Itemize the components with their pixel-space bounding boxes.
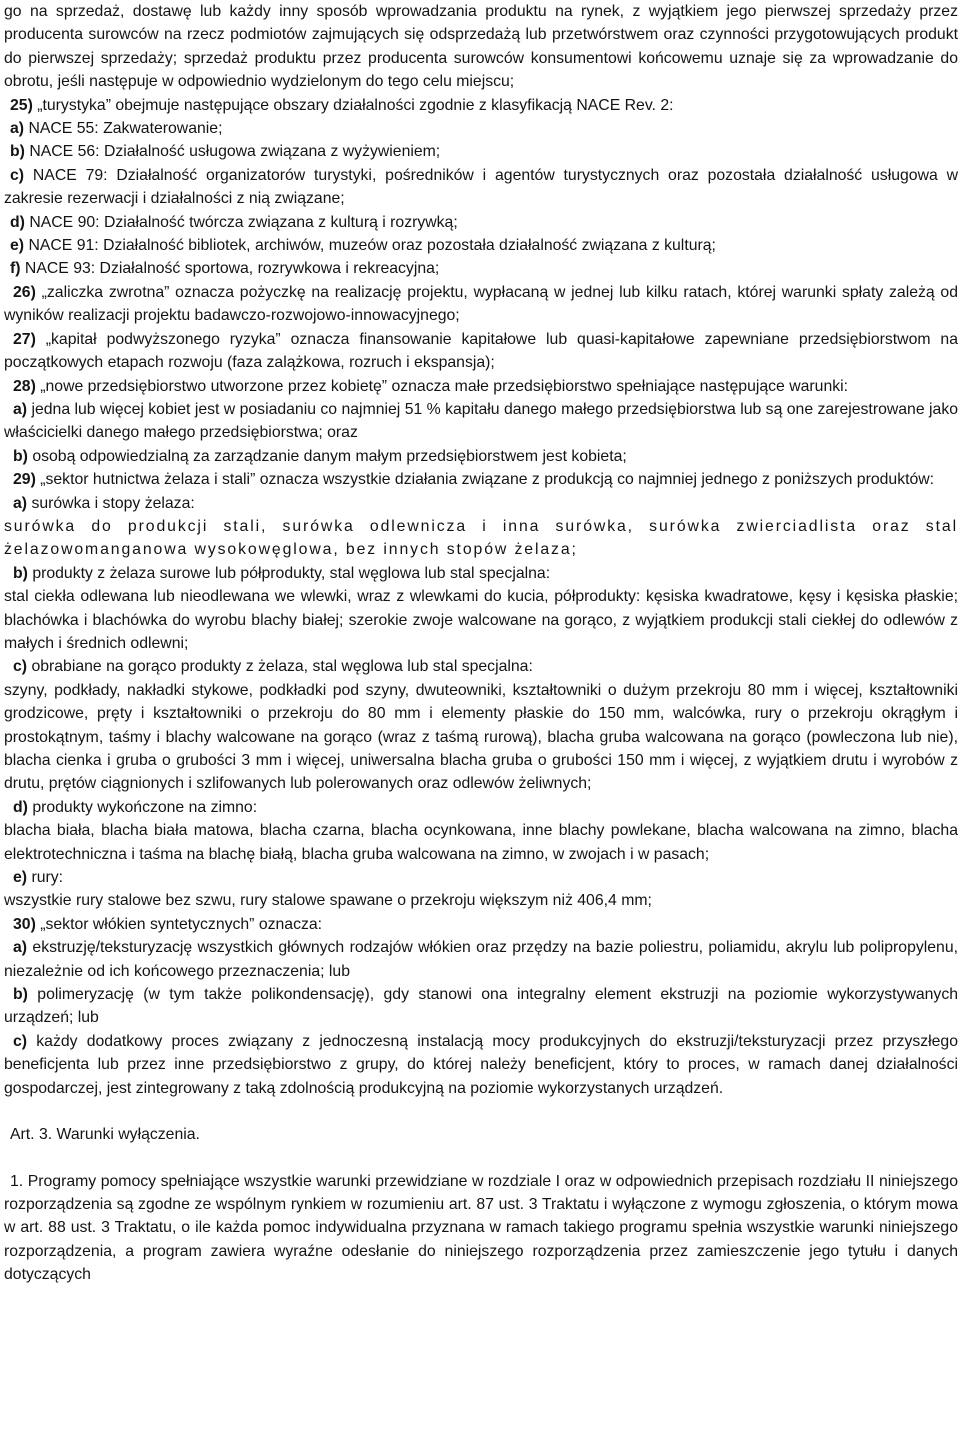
list-item	[4, 796, 958, 819]
paragraph-text: stal ciekła odlewana lub nieodlewana we wlewki, wraz z wlewkami do kucia, półprodukty: kęsiska kwadratowe, kęsy i kęsiska płaskie; blachówka i blachówka do wyrobu blachy białej; szerokie zwoje walcowane na gorąco, z wyjątkiem produkcji stali ciekłej do odlewów z małych i średnich odlewni;	[4, 588, 958, 652]
paragraph-text: produkty wykończone na zimno:	[32, 798, 258, 816]
paragraph-text: NACE 90: Działalność twórcza związana z kulturą i rozrywką;	[29, 213, 458, 231]
list-item	[4, 562, 958, 585]
spacer	[4, 1100, 958, 1123]
list-item	[4, 468, 958, 491]
paragraph	[4, 679, 958, 796]
list-marker: d)	[13, 798, 28, 816]
list-marker: a)	[10, 120, 25, 138]
paragraph	[4, 0, 958, 94]
paragraph-text: obrabiane na gorąco produkty z żelaza, stal węglowa lub stal specjalna:	[31, 658, 533, 676]
list-item	[4, 117, 958, 140]
list-item	[4, 257, 958, 280]
paragraph-text: NACE 93: Działalność sportowa, rozrywkowa i rekreacyjna;	[24, 260, 440, 278]
list-marker: 30)	[13, 915, 36, 933]
list-marker: a)	[13, 400, 28, 418]
paragraph-text: „zaliczka zwrotna” oznacza pożyczkę na realizację projektu, wypłacaną w jednej lub kilku ratach, której warunki spłaty zależą od wyników realizacji projektu badawczo-rozwojowo-innowacyjnego;	[4, 283, 959, 325]
paragraph-text: polimeryzację (w tym także polikondensację), gdy stanowi ona integralny element ekstruzji na poziomie wykorzystywanych urządzeń; lub	[4, 986, 959, 1027]
list-item	[4, 375, 958, 398]
list-item	[4, 164, 958, 211]
list-marker: c)	[10, 166, 25, 184]
list-marker: a)	[13, 939, 28, 957]
paragraph-text: surówka do produkcji stali, surówka odlewnicza i inna surówka, surówka zwierciadlista oraz stal żelazowomanganowa wysokowęglowa, bez innych stopów żelaza;	[4, 517, 958, 559]
list-marker: c)	[13, 1032, 28, 1050]
list-marker: e)	[10, 237, 25, 255]
paragraph-text: go na sprzedaż, dostawę lub każdy inny sposób wprowadzania produktu na rynek, z wyjątkiem jego pierwszej sprzedaży przez producenta surowców na rzecz podmiotów zajmujących się odsprzedażą lub przetwórstwem oraz czynności przygotowujących produkt do pierwszej sprzedaży; sprzedaż produktu przez producenta surowców konsumentowi końcowemu uznaje się za wprowadzanie do obrotu, jeśli następuje w odpowiednio wydzielonym do tego celu miejscu;	[4, 3, 958, 91]
list-item	[4, 328, 958, 375]
list-item	[4, 936, 958, 983]
paragraph-text: surówka i stopy żelaza:	[31, 494, 195, 512]
paragraph-text: „kapitał podwyższonego ryzyka” oznacza finansowanie kapitałowe lub quasi-kapitałowe zapewniane przedsiębiorstwom na początkowych etapach rozwoju (faza zalążkowa, rozruch i ekspansja);	[4, 330, 959, 372]
spacer	[4, 1147, 958, 1170]
list-marker: c)	[13, 658, 28, 676]
paragraph	[4, 819, 958, 866]
list-item	[4, 445, 958, 468]
list-marker: d)	[10, 213, 25, 231]
list-item	[4, 398, 958, 445]
list-item	[4, 211, 958, 234]
paragraph-text: NACE 55: Zakwaterowanie;	[28, 120, 223, 138]
paragraph-text: każdy dodatkowy proces związany z jednoczesną instalacją mocy produkcyjnych do ekstruzji/teksturyzacji przez przyszłego beneficjenta lub przez inne przedsiębiorstwo z grupy, do której należy beneficjent, który to proces, w ramach danej działalności gospodarczej, jest zintegrowany z taką zdolnością produkcyjną na poziomie wykorzystanych urządzeń.	[4, 1032, 959, 1097]
paragraph-text: ekstruzję/teksturyzację wszystkich głównych rodzajów włókien oraz przędzy na bazie poliestru, poliamidu, akrylu lub polipropylenu, niezależnie od ich końcowego przeznaczenia; lub	[4, 939, 959, 980]
list-marker: b)	[13, 986, 28, 1004]
list-item	[4, 983, 958, 1030]
list-item	[4, 1030, 958, 1100]
list-marker: 29)	[13, 471, 36, 489]
list-item	[4, 281, 958, 328]
list-item	[4, 866, 958, 889]
list-item	[4, 655, 958, 678]
list-item	[4, 94, 958, 117]
list-item	[4, 140, 958, 163]
list-marker: 28)	[13, 377, 36, 395]
list-marker: 25)	[10, 96, 33, 114]
list-marker: a)	[13, 494, 28, 512]
list-marker: 26)	[13, 283, 36, 301]
paragraph-text: osobą odpowiedzialną za zarządzanie danym małym przedsiębiorstwem jest kobieta;	[32, 447, 627, 465]
paragraph-text: produkty z żelaza surowe lub półprodukty, stal węglowa lub stal specjalna:	[32, 564, 551, 582]
list-item	[4, 234, 958, 257]
paragraph-text: wszystkie rury stalowe bez szwu, rury stalowe spawane o przekroju większym niż 406,4 mm;	[4, 892, 652, 910]
paragraph	[4, 889, 958, 912]
list-marker: b)	[13, 447, 28, 465]
paragraph-text: „sektor włókien syntetycznych” oznacza:	[40, 915, 323, 933]
paragraph-text: szyny, podkłady, nakładki stykowe, podkładki pod szyny, dwuteowniki, kształtowniki o dużym przekroju 80 mm i więcej, kształtowniki grodzicowe, pręty i kształtowniki o przekroju do 80 mm i elementy płaskie do 150 mm, walcówka, rury o przekroju okrągłym i prostokątnym, taśmy i blachy walcowane na gorąco (wraz z taśmą rurową), blacha gruba walcowana na gorąco (powleczona lub nie), blacha cienka i gruba o grubości 3 mm i więcej, uniwersalna blacha gruba o grubości 150 mm i więcej, z wyjątkiem drutu i wyrobów z drutu, prętów ciągnionych i szlifowanych lub polerowanych oraz odlewów żeliwnych;	[4, 681, 958, 793]
paragraph-text: rury:	[31, 869, 64, 887]
paragraph	[4, 585, 958, 655]
list-item	[4, 913, 958, 936]
paragraph-text: „turystyka” obejmuje następujące obszary działalności zgodnie z klasyfikacją NACE Rev. 2:	[37, 96, 674, 114]
paragraph-text: NACE 56: Działalność usługowa związana z wyżywieniem;	[29, 143, 441, 161]
paragraph-text: „nowe przedsiębiorstwo utworzone przez kobietę” oznacza małe przedsiębiorstwo spełniające następujące warunki:	[40, 377, 849, 395]
paragraph-text: blacha biała, blacha biała matowa, blacha czarna, blacha ocynkowana, inne blachy powlekane, blacha walcowana na zimno, blacha elektrotechniczna i taśma na blachę białą, blacha gruba walcowana na zimno, w zwojach i w pasach;	[4, 822, 958, 863]
paragraph-text: „sektor hutnictwa żelaza i stali” oznacza wszystkie działania związane z produkcją co najmniej jednego z poniższych produktów:	[40, 471, 935, 489]
list-marker: 27)	[13, 330, 36, 348]
list-marker: b)	[13, 564, 28, 582]
list-marker: f)	[10, 260, 21, 278]
document-body	[4, 0, 958, 1100]
paragraph-text: NACE 79: Działalność organizatorów turystyki, pośredników i agentów turystycznych oraz pozostała działalność usługowa w zakresie rezerwacji i działalności z nią związane;	[4, 166, 958, 208]
list-item	[4, 492, 958, 515]
list-marker: b)	[10, 143, 25, 161]
list-marker: e)	[13, 869, 28, 887]
article-paragraph-1: 1. Programy pomocy spełniające wszystkie warunki przewidziane w rozdziale I oraz w odpowiednich przepisach rozdziału II niniejszego rozporządzenia są zgodne ze wspólnym rynkiem w rozumieniu art. 87 ust. 3 Traktatu i wyłączone z wymogu zgłoszenia, o którym mowa w art. 88 ust. 3 Traktatu, o ile każda pomoc indywidualna przyznana w ramach takiego programu spełnia wszystkie warunki niniejszego rozporządzenia, a program zawiera wyraźne odesłanie do niniejszego rozporządzenia przez zamieszczenie jego tytułu i danych dotyczących	[4, 1172, 958, 1284]
paragraph	[4, 515, 958, 562]
paragraph-text: jedna lub więcej kobiet jest w posiadaniu co najmniej 51 % kapitału danego małego przedsiębiorstwa lub są one zarejestrowane jako właścicielki danego małego przedsiębiorstwa; oraz	[4, 400, 959, 442]
paragraph-text: NACE 91: Działalność bibliotek, archiwów, muzeów oraz pozostała działalność związana z kulturą;	[28, 237, 716, 255]
article-heading: Art. 3. Warunki wyłączenia.	[10, 1126, 200, 1144]
